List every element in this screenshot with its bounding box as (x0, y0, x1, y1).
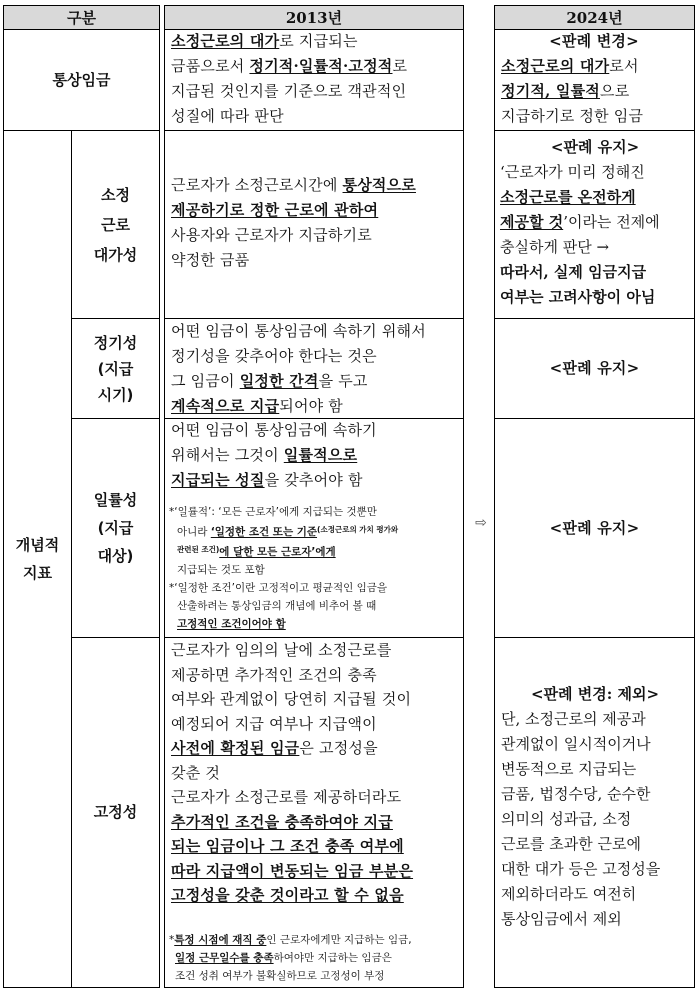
label-ordinary-wage: 통상임금 (52, 70, 111, 89)
consideration-2013-text: 근로자가 소정근로시간에 통상적으로 제공하기로 정한 근로에 관하여 사용자와 근로자가 지급하기로 약정한 금품 (171, 176, 416, 269)
uniformity-2013-notes: *‘일률적’: ‘모든 근로자’에게 지급되는 것뿐만 아니라 ‘일정한 조건 또는 기준$^{(소정근로의 가치 평가와}$ $^{관련된 조건)}$에 달한 모든 근로자’에게 지급되는 것도 포함 *‘일정한 조건’이란 고정적이고 평균적인 임금을 산출하려는 통상임금의 개념에 비추어 볼 때 고정적인 조건이어야 함 (169, 506, 399, 630)
column-2013 (164, 5, 464, 988)
divider (165, 130, 463, 131)
label-consideration: 소정 근로 대가성 (93, 185, 138, 264)
label-conceptual-indicators: 개념적 지표 (15, 536, 60, 582)
fixedness-2024-text: <판례 변경: 제외> 단, 소정근로의 제공과 관계없이 일시적이거나 변동적으로 지급되는 금품, 법정수당, 순수한 의미의 성과급, 소정 근로를 초과한 근로에 대한 대가 등은 고정성을 제외하더라도 여전히 통상임금에서 제외 (501, 685, 661, 928)
uniformity-2013-text: 어떤 임금이 통상임금에 속하기 위해서는 그것이 일률적으로 지급되는 성질을 갖추어야 함 (171, 421, 377, 489)
divider (495, 418, 694, 419)
ordinary-wage-2013-text: 소정근로의 대가로 지급되는 금품으로서 정기적·일률적·고정적로 지급된 것인지를 기준으로 객관적인 성질에 따라 판단 (171, 32, 408, 125)
label-uniformity: 일률성 (지급 대상) (93, 491, 138, 565)
category-header: 구분 (4, 6, 159, 30)
ordinary-wage-2024-text: <판례 변경> 소정근로의 대가로서 정기적, 일률적으로 지급하기로 정한 임금 (501, 32, 644, 125)
divider (495, 637, 694, 638)
uniformity-2024-text: <판례 유지> (549, 519, 640, 537)
fixedness-2013-text: 근로자가 임의의 날에 소정근로를 제공하면 추가적인 조건의 충족 여부와 관계없이 당연히 지급될 것이 예정되어 지급 여부나 지급액이 사전에 확정된 임금은 고정성을 갖춘 것 근로자가 소정근로를 제공하더라도 추가적인 조건을 충족하여야 지급 되는 임금이나 그 조건 충족 여부에 따라 지급액이 변동되는 임금 부분은 고정성을 갖춘 것이라고 할 수 없음 (171, 641, 414, 904)
label-regularity: 정기성 (지급 시기) (93, 333, 138, 404)
label-fixedness: 고정성 (93, 803, 138, 821)
column-2024 (494, 5, 695, 988)
header-2013: 2013년 (165, 6, 463, 30)
header-2024: 2024년 (495, 6, 694, 30)
divider (495, 130, 694, 131)
category-column (3, 5, 160, 988)
regularity-2013-text: 어떤 임금이 통상임금에 속하기 위해서 정기성을 갖추어야 한다는 것은 그 임금이 일정한 간격을 두고 계속적으로 지급되어야 함 (171, 322, 426, 415)
divider (495, 318, 694, 319)
fixedness-2013-notes: *특정 시점에 재직 중인 근로자에게만 지급하는 임금, 일정 근무일수를 충족하여야만 지급하는 임금은 조건 성취 여부가 불확실하므로 고정성이 부정 (169, 934, 412, 982)
arrow-right-icon: ⇨ (475, 515, 487, 531)
regularity-2024-text: <판례 유지> (549, 359, 640, 377)
consideration-2024-text: <판례 유지> ‘근로자가 미리 정해진 소정근로를 온전하게 제공할 것’이라는 전제에 충실하게 판단 → 따라서, 실제 임금지급 여부는 고려사항이 아님 (500, 138, 660, 306)
